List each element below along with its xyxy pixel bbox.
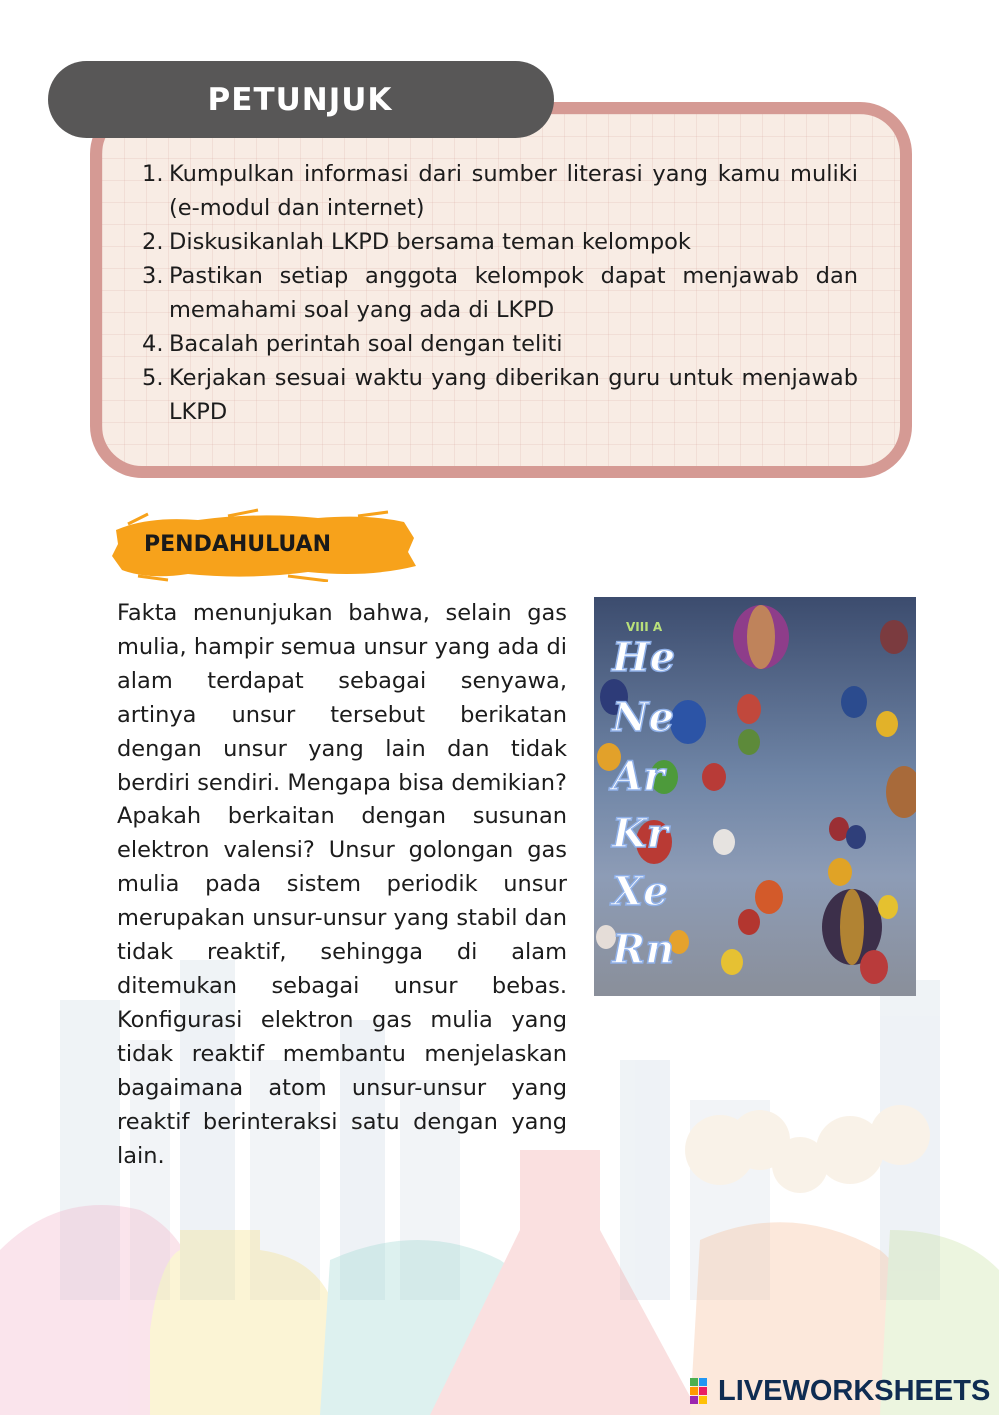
element-symbol: Xe — [612, 868, 669, 915]
brand-name: LIVEWORKSHEETS — [718, 1374, 991, 1407]
instructions-list — [142, 157, 858, 429]
instructions-title: PETUNJUK — [207, 81, 393, 118]
instruction-item — [142, 327, 858, 361]
section-title: PENDAHULUAN — [144, 532, 331, 557]
liveworksheets-logo[interactable] — [690, 1374, 990, 1408]
instruction-item — [142, 157, 858, 225]
element-symbol: Ar — [612, 753, 665, 800]
intro-paragraph: Fakta menunjukan bahwa, selain gas mulia, hampir semua unsur yang ada di alam terdapat sebagai senyawa, artinya unsur tersebut berikatan dengan unsur yang lain dan tidak berdiri sendiri. Mengapa bisa demikian? Apakah berkaitan dengan susunan elektron valensi? Unsur golongan gas mulia pada sistem periodik unsur merupakan unsur-unsur yang stabil dan tidak reaktif, sehingga di alam ditemukan sebagai unsur bebas. Konfigurasi elektron gas mulia yang tidak reaktif membantu menjelaskan bagaimana atom unsur-unsur yang reaktif berinteraksi satu dengan yang lain. — [117, 600, 567, 1169]
instruction-text: Bacalah perintah soal dengan teliti — [169, 331, 563, 357]
instruction-number: 2. — [142, 229, 164, 255]
instruction-number: 5. — [142, 365, 164, 391]
liveworksheets-icon — [690, 1378, 716, 1404]
instruction-item — [142, 259, 858, 327]
instruction-text: Kumpulkan informasi dari sumber literasi yang kamu muliki (e-modul dan internet) — [169, 161, 858, 221]
instruction-text: Pastikan setiap anggota kelompok dapat menjawab dan memahami soal yang ada di LKPD — [169, 263, 858, 323]
noble-gas-balloons-image — [594, 597, 916, 996]
group-label: VIII A — [626, 620, 663, 634]
instruction-item — [142, 225, 858, 259]
section-heading — [108, 508, 418, 582]
element-symbol: Rn — [612, 926, 675, 973]
instruction-number: 1. — [142, 161, 164, 187]
element-symbol: He — [612, 634, 676, 681]
instruction-item — [142, 361, 858, 429]
instruction-number: 3. — [142, 263, 164, 289]
instruction-text: Diskusikanlah LKPD bersama teman kelompok — [169, 229, 691, 255]
element-symbol: Ne — [612, 694, 675, 741]
instruction-text: Kerjakan sesuai waktu yang diberikan guru untuk menjawab LKPD — [169, 365, 858, 425]
element-symbol: Kr — [612, 810, 668, 857]
instructions-title-tab — [48, 61, 554, 138]
instruction-number: 4. — [142, 331, 164, 357]
